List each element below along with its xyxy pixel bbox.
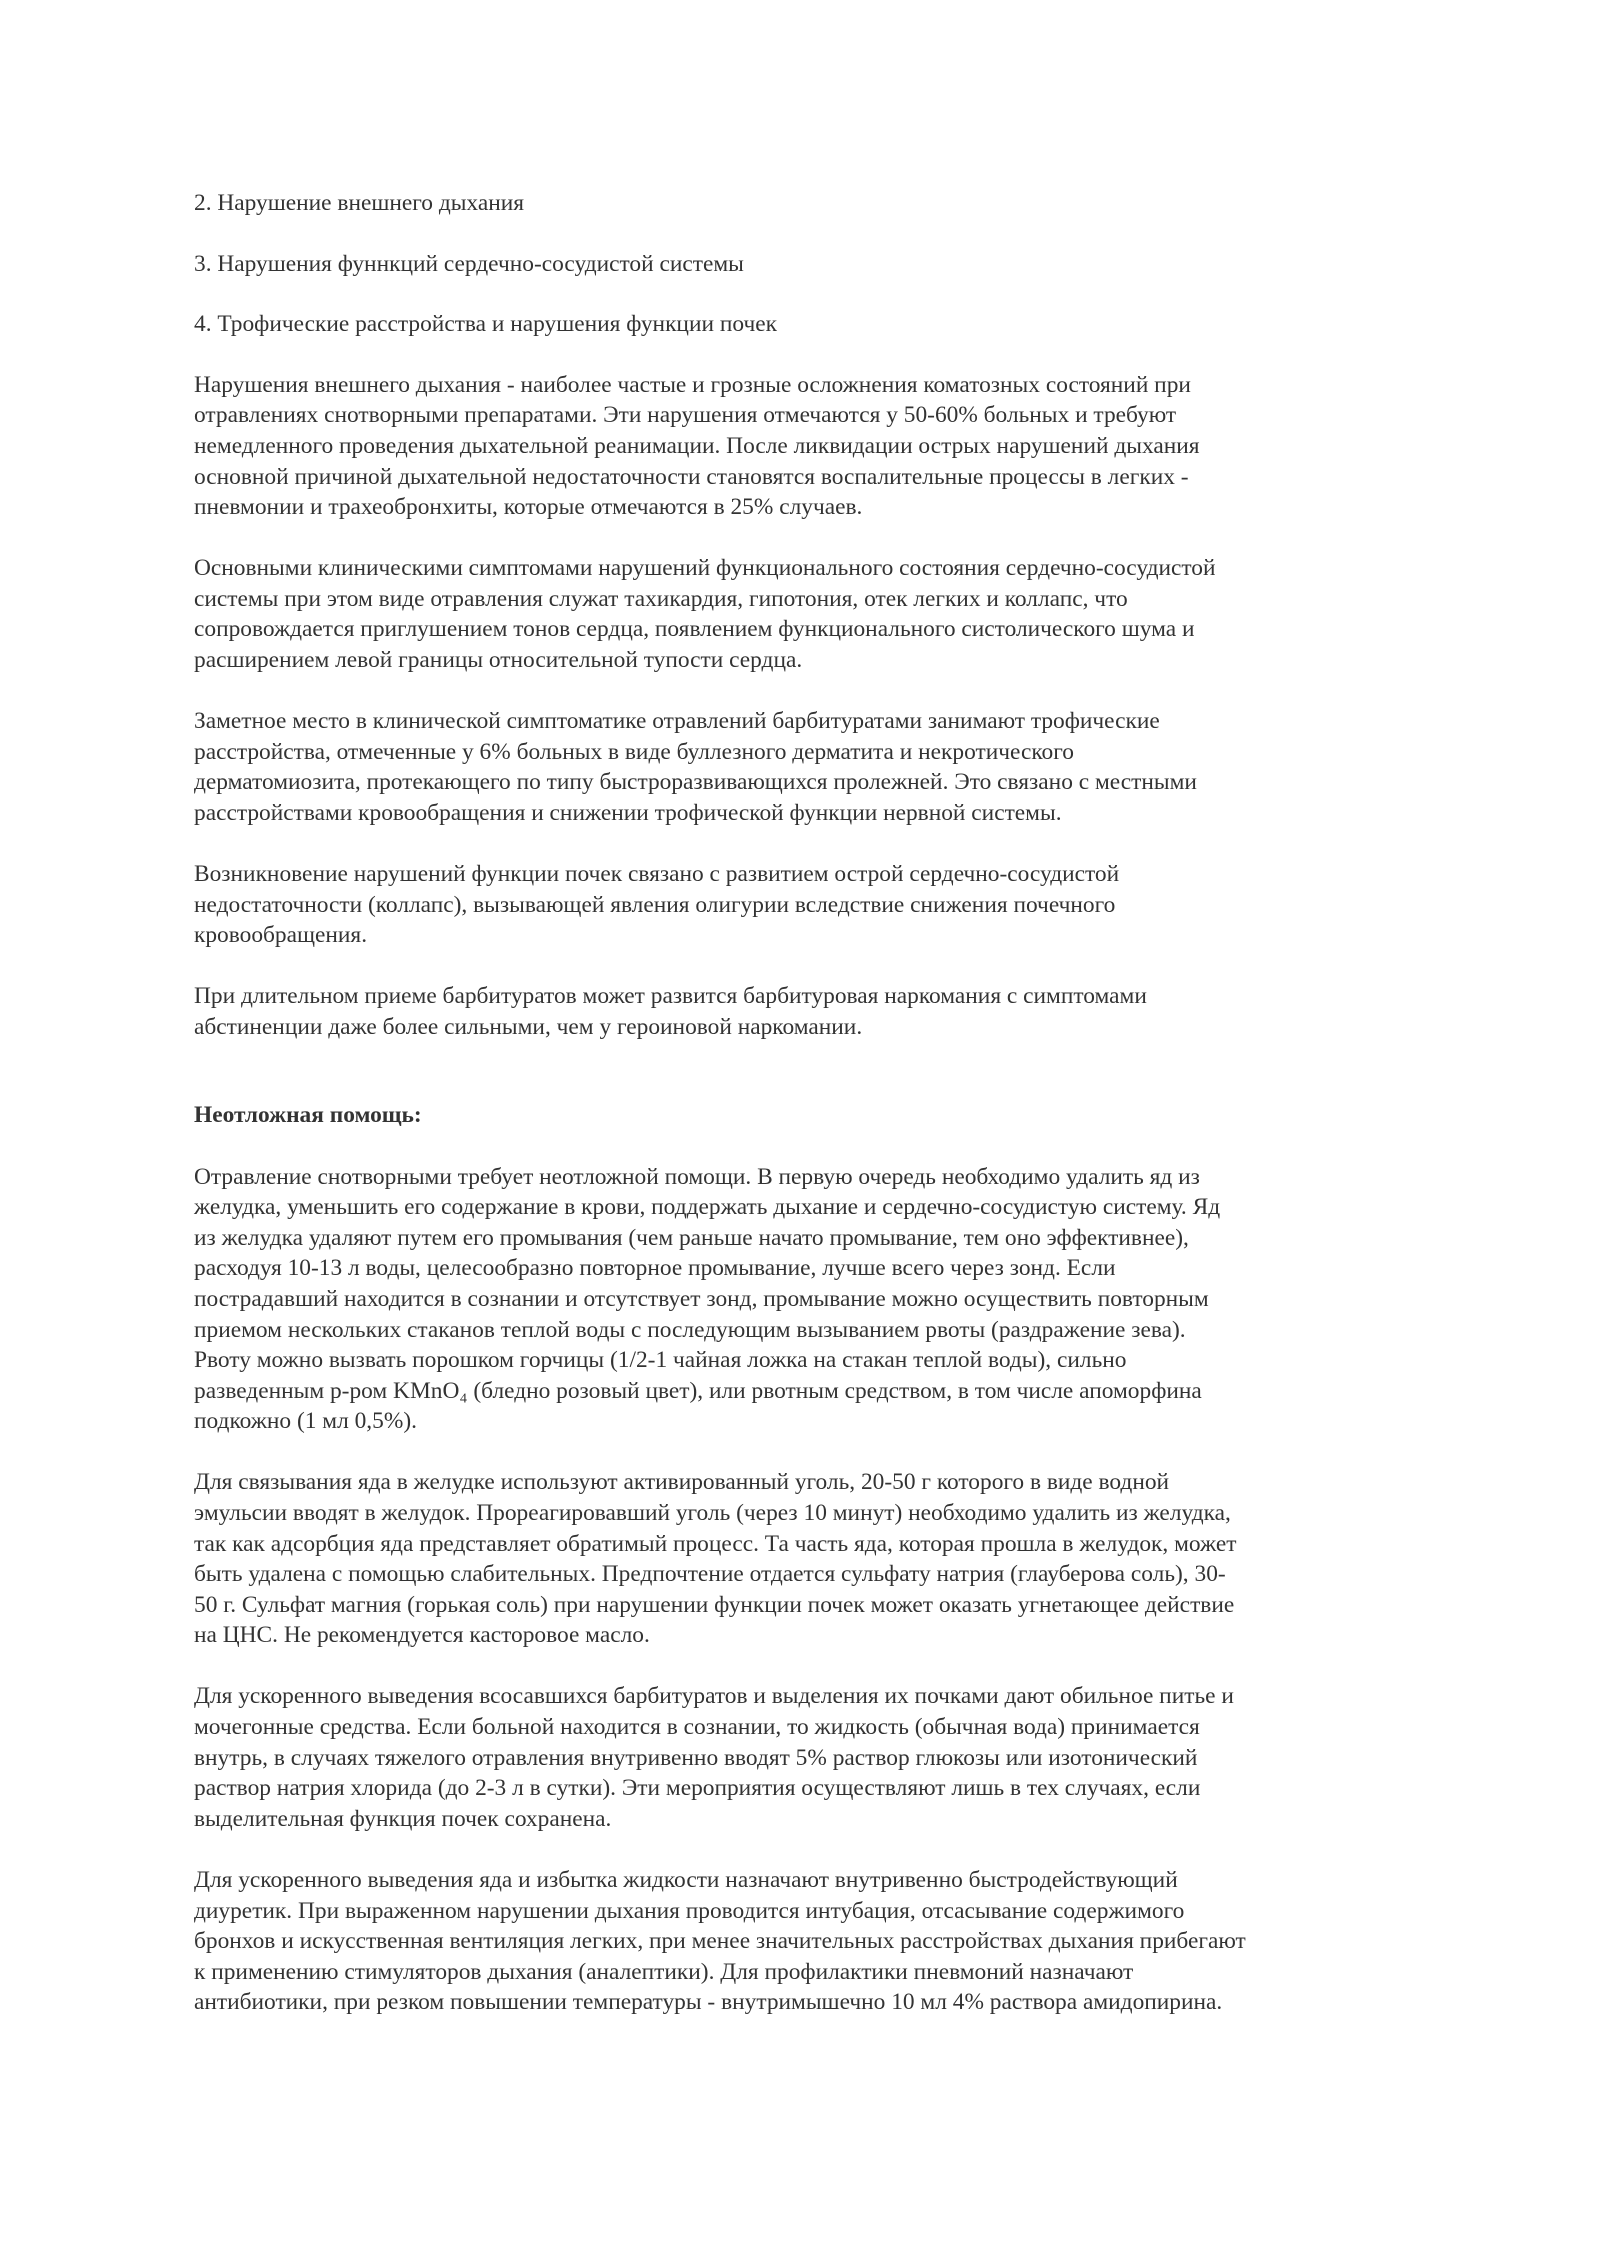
paragraph-trophic: Заметное место в клинической симптоматике отравлений барбитуратами занимают трофические расстройства, отмеченные у 6% больных в виде буллезного дерматита и некротического дерматомиозита, протекающего по типу быстроразвивающихся пролежней. Это связано с местными расстройствами кровообращения и снижении трофической функции нервной системы.: [194, 708, 1197, 826]
list-item-cardiovascular: 3. Нарушения фуннкций сердечно-сосудистой системы: [194, 250, 744, 277]
paragraph-cardiovascular: Основными клиническими симптомами нарушений функционального состояния сердечно-сосудистой системы при этом виде отравления служат тахикардия, гипотония, отек легких и коллапс, что сопровождается приглушением тонов сердца, появлением функционального систолического шума и расширением левой границы относительной тупости сердца.: [194, 555, 1216, 674]
paragraph-respiration: Нарушения внешнего дыхания - наиболее частые и грозные осложнения коматозных состояний при отравлениях снотворными препаратами. Эти нарушения отмечаются у 50-60% больных и требуют немедленного проведения дыхательной реанимации. После ликвидации острых нарушений дыхания основной причиной дыхательной недостаточности становятся воспалительные процессы в легких - пневмонии и трахеобронхиты, которые отмечаются в 25% случаев.: [194, 371, 1200, 521]
list-item-trophic-kidney: 4. Трофические расстройства и нарушения функции почек: [194, 311, 777, 338]
paragraph-kidney: Возникновение нарушений функции почек связано с развитием острой сердечно-сосудистой недостаточности (коллапс), вызывающей явления олигурии вследствие снижения почечного кровообращения.: [194, 861, 1120, 949]
list-item-respiration: 2. Нарушение внешнего дыхания: [194, 190, 524, 216]
paragraph-elimination: Для ускоренного выведения всосавшихся барбитуратов и выделения их почками дают обильное питье и мочегонные средства. Если больной находится в сознании, то жидкость (обычная вода) принимается внутрь, в случаях тяжелого отравления внутривенно вводят 5% раствор глюкозы или изотонический раствор натрия хлорида (до 2-3 л в сутки). Эти мероприятия осуществляют лишь в тех случаях, если выделительная функция почек сохранена.: [194, 1683, 1234, 1832]
document-body: [194, 188, 1434, 2048]
section-heading: Неотложная помощь:: [194, 1102, 422, 1129]
paragraph-addiction: При длительном приеме барбитуратов может развится барбитуровая наркомания с симптомами абстиненции даже более сильными, чем у героиновой наркомании.: [194, 983, 1147, 1040]
paragraph-activated-charcoal: Для связывания яда в желудке используют активированный уголь, 20-50 г которого в виде водной эмульсии вводят в желудок. Прореагировавший уголь (через 10 минут) необходимо удалить из желудка, так как адсорбция яда представляет обратимый процесс. Та часть яда, которая прошла в желудок, может быть удалена с помощью слабительных. Предпочтение отдается сульфату натрия (глауберова соль), 30- 50 г. Сульфат магния (горькая соль) при нарушении функции почек может оказать угнетающее действие на ЦНС. Не рекомендуется касторовое масло.: [194, 1469, 1237, 1649]
paragraph-diuretic: Для ускоренного выведения яда и избытка жидкости назначают внутривенно быстродействующий диуретик. При выраженном нарушении дыхания проводится интубация, отсасывание содержимого бронхов и искусственная вентиляция легких, при менее значительных расстройствах дыхания прибегают к применению стимуляторов дыхания (аналептики). Для профилактики пневмоний назначают антибиотики, при резком повышении температуры - внутримышечно 10 мл 4% раствора амидопирина.: [194, 1866, 1246, 2016]
paragraph-first-aid: Отравление снотворными требует неотложной помощи. В первую очередь необходимо удалить яд из желудка, уменьшить его содержание в крови, поддержать дыхание и сердечно-сосудистую систему. Яд из желудка удаляют путем его промывания (чем раньше начато промывание, тем оно эффективнее), расходуя 10-13 л воды, целесообразно повторное промывание, лучше всего через зонд. Если пострадавший находится в сознании и отсутствует зонд, промывание можно осуществить повторным приемом нескольких стаканов теплой воды с последующим вызыванием рвоты (раздражение зева). Рвоту можно вызвать порошком горчицы (1/2-1 чайная ложка на стакан теплой воды), сильно разведенным р-ром KMnO₄ (бледно розовый цвет), или рвотным средством, в том числе апоморфина подкожно (1 мл 0,5%).: [194, 1163, 1221, 1435]
